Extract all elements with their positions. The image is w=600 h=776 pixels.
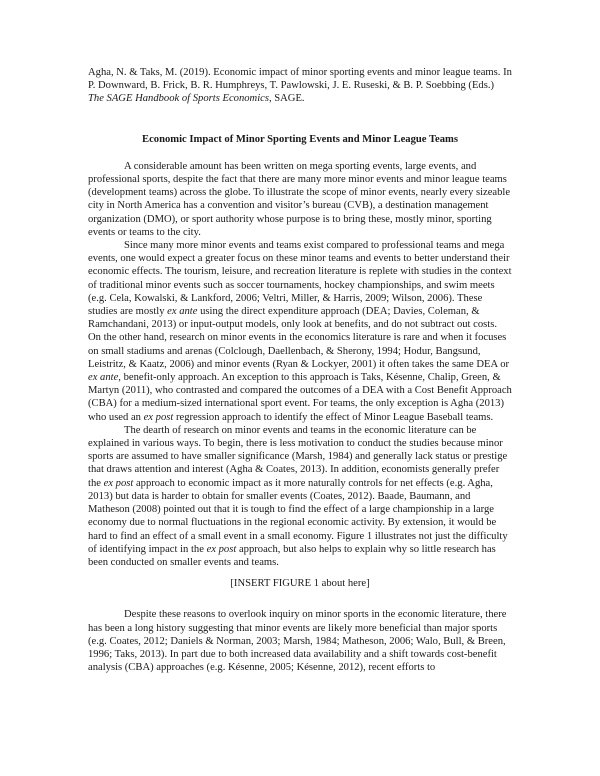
citation bbox=[88, 66, 512, 106]
paragraph-2-text-c: , benefit-only approach. An exception to this approach is Taks, Késenne, Chalip, Green, & Martyn (2011), who contrasted and compared the outcomes of a DEA with a Cost Benefit Approach (CBA) for a medium-sized international sport event. For teams, the only exception is Agha (2013) who used an bbox=[88, 372, 512, 423]
paragraph-4: Despite these reasons to overlook inquiry on minor sports in the economic literature, there has been a long history suggesting that minor events are likely more beneficial than major sports (e.g. Coates, 2012; Daniels & Norman, 2003; Marsh, 1984; Matheson, 2006; Walo, Bull, & Breen, 1996; Taks, 2013). In part due to both increased data availability and a shift towards cost-benefit analysis (CBA) approaches (e.g. Késenne, 2005; Késenne, 2012), recent efforts to bbox=[88, 609, 507, 674]
citation-publisher: SAGE. bbox=[271, 93, 305, 105]
paragraph-1: A considerable amount has been written on mega sporting events, large events, and professional sports, despite the fact that there are many more minor events and minor league teams (development teams) across the globe. To illustrate the scope of minor events, nearly every sizeable city in North America has a convention and visitor’s bureau (CVB), a destination management organization (DMO), or sport authority whose purpose is to bring these, mostly minor, sporting events or teams to the city. bbox=[88, 160, 511, 238]
paragraph-3-text-b: approach to economic impact as it more naturally controls for net effects (e.g. Agha, 2013) but data is harder to obtain for smaller events (Coates, 2012). Baade, Baumann, and Matheson (2008) pointed out that it is tough to find the effect of a large championship in a large economy due to normal fluctuations in the regional economic activity. By extension, it would be hard to find an effect of a small event in a small economy. Figure 1 illustrates not just the difficulty of identifying impact in the bbox=[88, 477, 508, 555]
paragraph-2 bbox=[88, 239, 512, 424]
paragraph-2-italic-1: ex ante bbox=[167, 306, 198, 318]
citation-book-title: The SAGE Handbook of Sports Economics, bbox=[88, 93, 272, 105]
paragraph-3-text-a: The dearth of research on minor events and teams in the economic literature can be explained in various ways. To begin, there is less motivation to conduct the studies because minor sports are assumed to have smaller significance (Marsh, 1984) and generally lack status or prestige that draws attention and interest (Agha & Coates, 2013). In addition, economists generally prefer the bbox=[88, 424, 508, 489]
paragraph-2-italic-3: ex post bbox=[143, 411, 174, 423]
paragraph-3-italic-2: ex post bbox=[206, 543, 237, 555]
figure-placeholder: [INSERT FIGURE 1 about here] bbox=[230, 578, 370, 590]
paragraph-2-text-b: using the direct expenditure approach (DEA; Davies, Coleman, & Ramchandani, 2013) or input-output models, only look at benefits, and do not subtract out costs. On the other hand, research on minor events in the economics literature is rare and when it focuses on small stadiums and arenas (Colclough, Daellenbach, & Sherony, 1994; Hodur, Bangsund, Leistritz, & Kaatz, 2006) and minor events (Ryan & Lockyer, 2001) it often takes the same DEA or bbox=[88, 306, 510, 370]
citation-text: Agha, N. & Taks, M. (2019). Economic impact of minor sporting events and minor league teams. In P. Downward, B. Frick, B. R. Humphreys, T. Pawlowski, J. E. Ruseski, & B. P. Soebbing (Eds.) bbox=[88, 67, 512, 92]
paragraph-2-text-a: Since many more minor events and teams exist compared to professional teams and mega events, one would expect a greater focus on these minor teams and events to better understand their economic effects. The tourism, leisure, and recreation literature is replete with studies in the context of traditional minor events such as soccer tournaments, hockey championships, and swim meets (e.g. Cela, Kowalski, & Lankford, 2006; Veltri, Miller, & Harris, 2009; Wilson, 2006). These studies are mostly bbox=[88, 240, 512, 318]
chapter-title: Economic Impact of Minor Sporting Events and Minor League Teams bbox=[142, 133, 458, 145]
paragraph-3-italic-1: ex post bbox=[103, 477, 134, 489]
paragraph-3 bbox=[88, 424, 512, 569]
paragraph-3-text-c: approach, but also helps to explain why so little research has been conducted on smaller events and teams. bbox=[88, 543, 496, 568]
paragraph-2-text-d: regression approach to identify the effect of Minor League Baseball teams. bbox=[173, 411, 494, 423]
paragraph-2-italic-2: ex ante bbox=[88, 372, 119, 384]
